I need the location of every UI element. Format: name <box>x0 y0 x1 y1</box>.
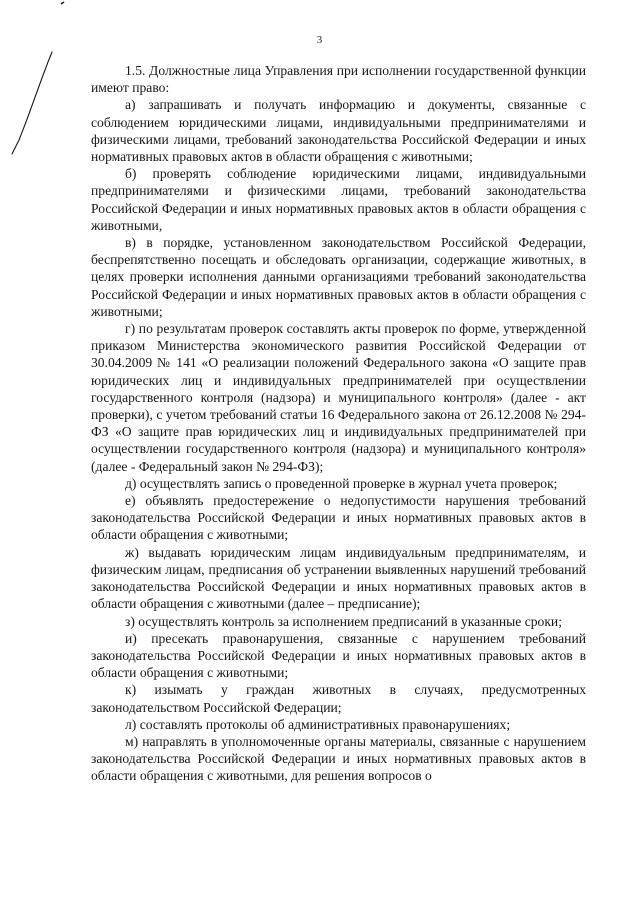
page-number: 3 <box>316 34 323 46</box>
paragraph-l: л) составлять протоколы об административных правонарушениях; <box>125 716 511 732</box>
paragraph-1-5: 1.5. Должностные лица Управления при исполнении государственной функции имеют право: <box>91 63 586 96</box>
paragraph-z: з) осуществлять контроль за исполнением предписаний в указанные сроки; <box>125 613 562 629</box>
paragraph-d: д) осуществлять запись о проведенной проверке в журнал учета проверок; <box>125 475 558 491</box>
paragraph-e: е) объявлять предостережение о недопустимости нарушения требований законодательства Российской Федерации и иных нормативных правовых актов в области обращения с животными; <box>91 493 586 543</box>
paragraph-i: и) пресекать правонарушения, связанные с нарушением требований законодательства Российской Федерации и иных нормативных правовых актов в области обращения с животными; <box>91 630 586 681</box>
paragraph-a: а) запрашивать и получать информацию и документы, связанные с соблюдением юридическими лицами, индивидуальными предпринимателями и физическими лицами, требований законодательства Российской Федерации и иных нормативных правовых актов в области обращения с животными; <box>91 97 586 165</box>
paragraph-zh: ж) выдавать юридическим лицам индивидуальным предпринимателям, и физическим лицам, предписания об устранении выявленных нарушений требований законодательства Российской Федерации и иных нормативных правовых актов в области обращения с животными (далее – предписание); <box>91 544 586 612</box>
paragraph-m: м) направлять в уполномоченные органы материалы, связанные с нарушением законодательства Российской Федерации и иных нормативных правовых актов в области обращения с животными, для решения вопросов о <box>91 733 586 784</box>
pen-stroke-mark <box>12 52 52 154</box>
paragraph-k: к) изымать у граждан животных в случаях, предусмотренных законодательством Российской Федерации; <box>91 682 586 715</box>
paragraph-v: в) в порядке, установленном законодательством Российской Федерации, беспрепятственно посещать и обследовать организации, содержащие животных, в целях проверки исполнения данными организациями требований законодательства Российской Федерации и иных нормативных правовых актов в области обращения с животными; <box>91 235 586 319</box>
paragraph-b: б) проверять соблюдение юридическими лицами, индивидуальными предпринимателями и физическими лицами, требований законодательства Российской Федерации и иных нормативных правовых актов в области обращения с животными, <box>91 166 586 233</box>
document-body <box>91 62 586 785</box>
paragraph-g: г) по результатам проверок составлять акты проверок по форме, утвержденной приказом Министерства экономического развития Российской Федерации от 30.04.2009 № 141 «О реализации положений Федерального закона «О защите прав юридических лиц и индивидуальных предпринимателей при осуществлении государственного контроля (надзора) и муниципального контроля» (далее - акт проверки), с учетом требований статьи 16 Федерального закона от 26.12.2008 № 294-ФЗ «О защите прав юридических лиц и индивидуальных предпринимателей при осуществлении государственного контроля (надзора) и муниципального контроля» (далее - Федеральный закон № 294-ФЗ); <box>91 321 586 474</box>
top-corner-mark <box>61 2 64 4</box>
